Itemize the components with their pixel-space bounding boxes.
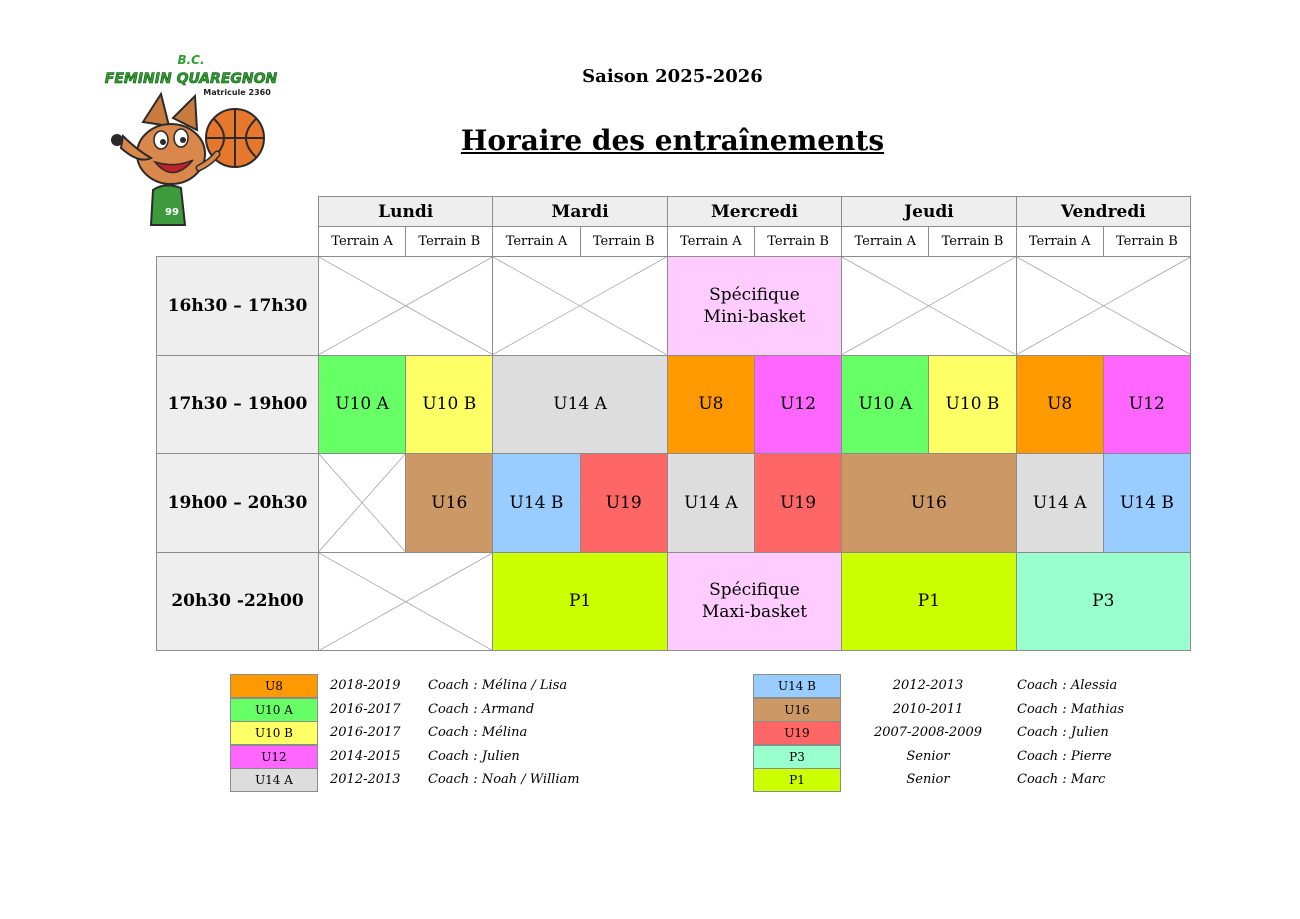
season-label: Saison 2025-2026 xyxy=(582,66,763,87)
training-slot: P1 xyxy=(492,552,667,652)
legend-swatch: U14 B xyxy=(753,674,841,698)
legend-years: 2016-2017 xyxy=(330,725,401,740)
legend-years: 2010-2011 xyxy=(892,701,964,717)
cross-icon xyxy=(319,454,405,552)
cross-icon xyxy=(319,553,492,651)
time-slot-label: 20h30 -22h00 xyxy=(156,552,319,652)
training-slot: U14 A xyxy=(1016,453,1104,553)
page-title: Horaire des entraînements xyxy=(460,124,885,157)
training-slot: Spécifique Mini-basket xyxy=(667,256,842,356)
legend-coach: Coach : Julien xyxy=(428,748,520,764)
legend-coach: Coach : Armand xyxy=(428,701,535,717)
training-slot: P3 xyxy=(1016,552,1191,652)
training-slot: U19 xyxy=(754,453,842,553)
cross-icon xyxy=(319,257,492,355)
legend-years: Senior xyxy=(906,748,950,764)
training-slot: U8 xyxy=(1016,355,1104,455)
legend-swatch: U19 xyxy=(753,721,841,745)
training-slot: Spécifique Maxi-basket xyxy=(667,552,842,652)
empty-slot xyxy=(318,552,493,652)
training-slot: U10 A xyxy=(318,355,406,455)
legend-swatch: P1 xyxy=(753,768,841,792)
legend-years: 2014-2015 xyxy=(330,748,401,764)
cross-icon xyxy=(1017,257,1190,355)
legend-coach: Coach : Mélina / Lisa xyxy=(428,678,568,693)
training-slot: U14 A xyxy=(667,453,755,553)
terrain-header: Terrain B xyxy=(580,226,668,257)
training-slot: U14 B xyxy=(492,453,580,553)
training-slot: U8 xyxy=(667,355,755,455)
legend-coach: Coach : Noah / William xyxy=(428,772,580,787)
legend-swatch: U10 B xyxy=(230,721,318,745)
legend-years: 2012-2013 xyxy=(330,772,401,787)
training-slot: U12 xyxy=(1103,355,1191,455)
jersey-number: 99 xyxy=(165,207,179,218)
terrain-header: Terrain A xyxy=(667,226,755,257)
day-header: Mardi xyxy=(492,196,667,227)
terrain-header: Terrain B xyxy=(754,226,842,257)
legend-swatch: U14 A xyxy=(230,768,318,792)
empty-slot xyxy=(318,256,493,356)
cross-icon xyxy=(493,257,666,355)
legend-years: 2012-2013 xyxy=(892,678,964,693)
legend-swatch: U16 xyxy=(753,698,841,722)
logo-matricule: Matricule 2360 xyxy=(203,88,271,97)
legend-coach: Coach : Pierre xyxy=(1017,748,1112,764)
empty-slot xyxy=(1016,256,1191,356)
time-slot-label: 17h30 – 19h00 xyxy=(156,355,319,455)
legend-coach: Coach : Alessia xyxy=(1017,678,1118,693)
training-slot: U16 xyxy=(405,453,493,553)
legend-years: Senior xyxy=(906,772,950,787)
legend-coach: Coach : Mélina xyxy=(428,725,528,740)
legend-years: 2016-2017 xyxy=(330,701,401,717)
training-slot: P1 xyxy=(841,552,1016,652)
legend-swatch: U10 A xyxy=(230,698,318,722)
training-slot: U12 xyxy=(754,355,842,455)
terrain-header: Terrain A xyxy=(492,226,580,257)
legend-swatch: U8 xyxy=(230,674,318,698)
terrain-header: Terrain B xyxy=(405,226,493,257)
training-slot: U10 B xyxy=(928,355,1016,455)
terrain-header: Terrain A xyxy=(318,226,406,257)
training-slot: U19 xyxy=(580,453,668,553)
empty-slot xyxy=(492,256,667,356)
legend-swatch: P3 xyxy=(753,745,841,769)
legend-swatch: U12 xyxy=(230,745,318,769)
legend-years: 2007-2008-2009 xyxy=(873,725,983,740)
training-slot: U10 A xyxy=(841,355,929,455)
terrain-header: Terrain B xyxy=(928,226,1016,257)
training-slot: U14 A xyxy=(492,355,667,455)
logo-club-initials: B.C. xyxy=(177,53,205,67)
day-header: Vendredi xyxy=(1016,196,1191,227)
legend-years: 2018-2019 xyxy=(330,678,401,693)
logo-club-name: FEMININ QUAREGNON xyxy=(104,71,278,87)
time-slot-label: 16h30 – 17h30 xyxy=(156,256,319,356)
empty-slot xyxy=(318,453,406,553)
cross-icon xyxy=(842,257,1015,355)
legend-coach: Coach : Julien xyxy=(1017,725,1109,740)
day-header: Jeudi xyxy=(841,196,1016,227)
terrain-header: Terrain A xyxy=(1016,226,1104,257)
terrain-header: Terrain A xyxy=(841,226,929,257)
time-slot-label: 19h00 – 20h30 xyxy=(156,453,319,553)
training-slot: U10 B xyxy=(405,355,493,455)
day-header: Lundi xyxy=(318,196,493,227)
training-slot: U14 B xyxy=(1103,453,1191,553)
terrain-header: Terrain B xyxy=(1103,226,1191,257)
legend-coach: Coach : Marc xyxy=(1017,772,1106,787)
empty-slot xyxy=(841,256,1016,356)
training-slot: U16 xyxy=(841,453,1016,553)
legend-coach: Coach : Mathias xyxy=(1017,701,1125,717)
day-header: Mercredi xyxy=(667,196,842,227)
